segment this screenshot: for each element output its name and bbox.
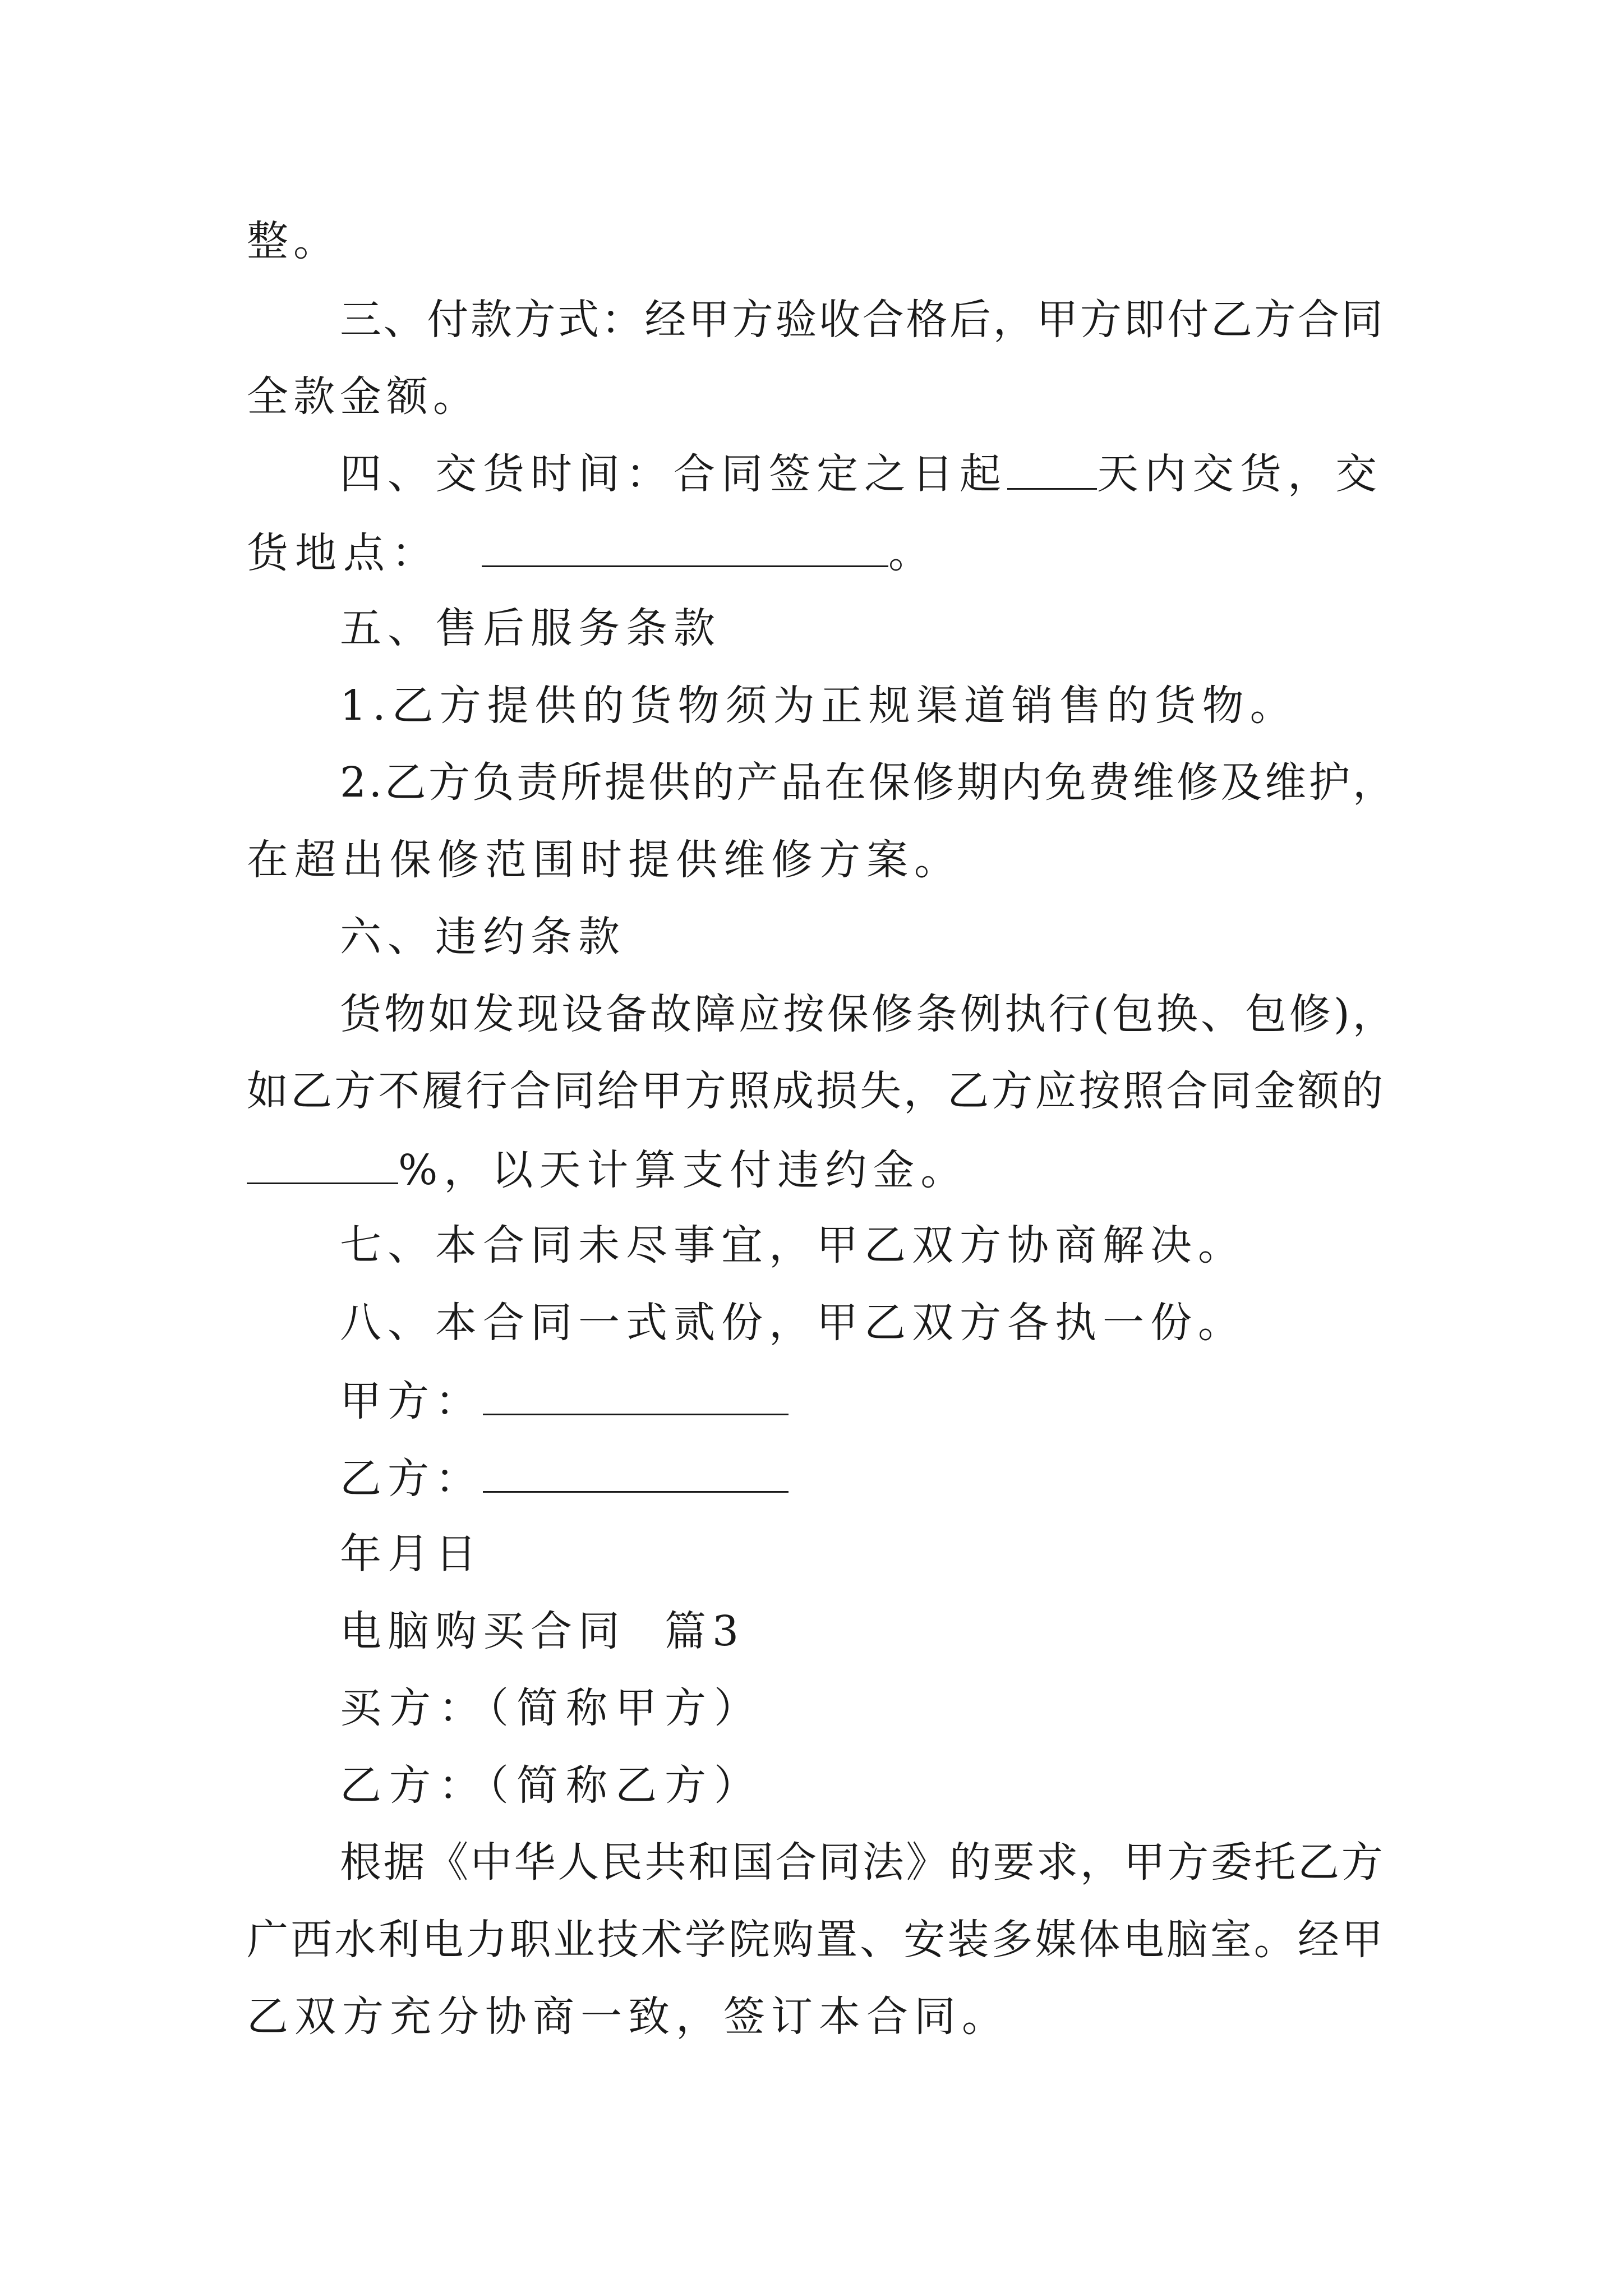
clause-6-line-1: 货 物 如 发 现 设 备 故 障 应 按 保 修 条 例 执 行 ( 包 换 、 包 修 ) ， bbox=[340, 990, 1394, 1038]
clause-5-heading: 五、售后服务条款 bbox=[340, 604, 721, 652]
clause-4-delivery-line-2 bbox=[247, 526, 935, 578]
clause-5-item-2-line-1: 2 . 乙 方 负 责 所 提 供 的 产 品 在 保 修 期 内 免 费 维 修 及 维 护 ， bbox=[340, 758, 1394, 807]
delivery-days-suffix: 天内交货，交 bbox=[1097, 450, 1383, 498]
clause-3-payment-line-1: 三 、 付 款 方 式 ： 经 甲 方 验 收 合 格 后 ， 甲 方 即 付 乙 方 合 同 bbox=[340, 296, 1383, 344]
clause-4-delivery-line-1 bbox=[340, 449, 1383, 499]
clause-6-heading: 六、违约条款 bbox=[340, 913, 626, 961]
delivery-place-end: 。 bbox=[888, 529, 935, 577]
intro-line-3: 乙双方充分协商一致，签订本合同。 bbox=[247, 1993, 1009, 2041]
delivery-place-label: 货地点： bbox=[247, 529, 440, 577]
seller-line: 乙方：（简称乙方） bbox=[340, 1761, 763, 1810]
party-a-label: 甲方： bbox=[340, 1377, 483, 1425]
delivery-place-blank[interactable] bbox=[482, 526, 888, 567]
party-a-signature-line bbox=[340, 1374, 789, 1427]
clause-5-item-1: 1.乙方提供的货物须为正规渠道销售的货物。 bbox=[340, 682, 1298, 730]
clause-8: 八、本合同一式贰份，甲乙双方各执一份。 bbox=[340, 1299, 1246, 1347]
party-a-blank[interactable] bbox=[483, 1374, 789, 1415]
delivery-days-blank[interactable] bbox=[1007, 449, 1097, 490]
section-title-part-3: 电脑购买合同 篇3 bbox=[340, 1607, 745, 1655]
clause-5-item-2-line-2: 在超出保修范围时提供维修方案。 bbox=[247, 836, 962, 884]
clause-3-payment-line-2: 全款金额。 bbox=[247, 372, 479, 421]
party-b-label: 乙方： bbox=[340, 1455, 483, 1503]
text-line-1: 整。 bbox=[247, 217, 340, 265]
clause-6-line-2: 如 乙 方 不 履 行 合 同 给 甲 方 照 成 损 失 ， 乙 方 应 按 照 合 同 金 额 的 bbox=[247, 1067, 1383, 1115]
penalty-percent-text: %，以天计算支付违约金。 bbox=[398, 1146, 969, 1194]
delivery-time-label: 四、交货时间：合同签定之日起 bbox=[340, 450, 1007, 498]
party-b-blank[interactable] bbox=[483, 1452, 789, 1493]
buyer-line: 买方：（简称甲方） bbox=[340, 1684, 763, 1732]
party-b-signature-line bbox=[340, 1452, 789, 1504]
clause-7: 七、本合同未尽事宜，甲乙双方协商解决。 bbox=[340, 1221, 1246, 1269]
intro-line-2: 广 西 水 利 电 力 职 业 技 术 学 院 购 置 、 安 装 多 媒 体 电 脑 室 。 经 甲 bbox=[247, 1916, 1383, 1964]
penalty-percent-blank[interactable] bbox=[247, 1143, 398, 1184]
date-line: 年月日 bbox=[340, 1530, 483, 1578]
clause-6-line-3 bbox=[247, 1143, 968, 1195]
intro-line-1: 根 据 《 中 华 人 民 共 和 国 合 同 法 》 的 要 求 ， 甲 方 委 托 乙 方 bbox=[340, 1838, 1383, 1887]
